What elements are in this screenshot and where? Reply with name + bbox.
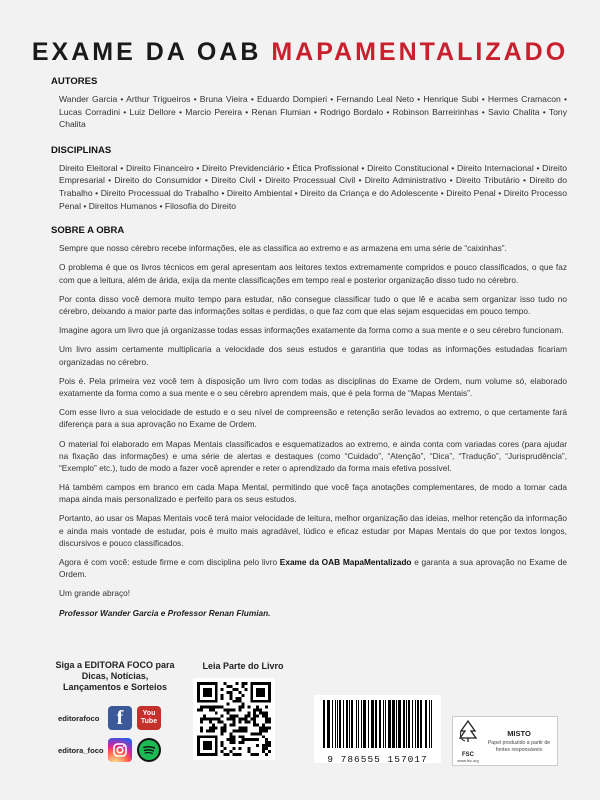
about-paragraph: Pois é. Pela primeira vez você tem à disposição um livro com todas as disciplinas do Exame de Ordem, num volume só, elaborado exatamente da forma como a sua mente e o seu cérebro aprendem mais, que é pela forma de “Mapas Mentais”.: [59, 375, 567, 398]
about-paragraph: Sempre que nosso cérebro recebe informações, ele as classifica ao extremo e as armazena em uma série de “caixinhas”.: [59, 243, 507, 254]
signature: Professor Wander Garcia e Professor Renan Flumian.: [59, 607, 271, 618]
cover-title: [0, 38, 600, 67]
fsc-logo-text: FSC: [462, 752, 474, 758]
fsc-title: MISTO: [507, 729, 531, 739]
authors-section: [51, 76, 567, 131]
youtube-icon-text-1: You: [142, 710, 156, 717]
qr-code[interactable]: [193, 678, 275, 760]
about-section: [51, 225, 567, 619]
isbn-digits: 9 786555 157017: [327, 754, 428, 765]
about-paragraph: Portanto, ao usar os Mapas Mentais você terá maior velocidade de leitura, melhor organização das ideias, melhor retenção da informação e ainda mais vontade de estudar, pois é muito mais agradável, lúdico e eficaz estudar por Mapas Mentais do que por textos longos, discursivos e pouco classificados.: [59, 513, 567, 548]
about-paragraph: Um livro assim certamente multiplicaria a velocidade dos seus estudos e garantiria que todas as informações estudadas ficariam organizadas no cérebro.: [59, 344, 567, 367]
about-paragraph: O material foi elaborado em Mapas Mentais classificados e esquematizados ao extremo, e ainda conta com variadas cores (para ajudar na fixação das informações) e uma série de alertas e destaques (como “Cuidado”, “Atenção”, “Dica”, “Tradução”, “Jurisprudência”, “Exemplo” etc.), tudo de modo a fazer você aprender e reter o aprendizado da forma mais efetiva possível.: [59, 438, 567, 473]
follow-editora-text: Siga a EDITORA FOCO para Dicas, Notícias, Lançamentos e Sorteios: [55, 660, 175, 692]
fsc-site: www.fsc.org: [457, 758, 479, 763]
title-part-2: MAPAMENTALIZADO: [271, 38, 569, 66]
about-paragraph: Por conta disso você demora muito tempo para estudar, não consegue classificar tudo o que lê e acaba sem organizar isso tudo no cérebro, deixando a maior parte das informações soltas e perdidas, o que faz com que elas sejam esquecidas em pouco tempo.: [59, 293, 567, 316]
fsc-tree-icon: [456, 719, 480, 763]
back-cover-content: [51, 76, 567, 626]
social-handle-1: editorafoco: [58, 713, 100, 723]
about-closing: Um grande abraço!: [59, 588, 131, 599]
isbn-barcode: [314, 695, 441, 763]
youtube-icon-text-2: Tube: [140, 718, 158, 725]
spotify-icon[interactable]: [137, 738, 161, 762]
about-paragraph: Há também campos em branco em cada Mapa Mental, permitindo que você faça anotações complementares, de modo a tornar cada mapa ainda mais personalizado e perfeito para os seus estudos.: [59, 482, 567, 505]
disciplines-section: [51, 145, 567, 212]
about-paragraph-cta: [59, 556, 567, 580]
cta-text-end: e garanta a sua aprovação no Exame de Ordem.: [59, 556, 568, 579]
about-paragraph: Com esse livro a sua velocidade de estudo e o seu nível de compreensão e retenção serão levados ao extremo, o que certamente fará diferença para a sua aprovação no Exame de Ordem.: [59, 407, 567, 430]
authors-list: Wander Garcia • Arthur Trigueiros • Bruna Vieira • Eduardo Dompieri • Fernando Leal Neto • Henrique Subi • Hermes Cramacon • Lucas Corradini • Luiz Dellore • Marcio Pereira • Renan Flumian • Rodrigo Bordalo • Robinson Barreirinhas • Savio Chalita • Tony Chalita: [59, 94, 567, 130]
read-excerpt-label: Leia Parte do Livro: [202, 661, 284, 671]
social-handle-2: editora_foco: [58, 745, 104, 755]
social-row-1: [58, 706, 166, 730]
facebook-icon[interactable]: f: [108, 706, 132, 730]
about-paragraph: O problema é que os livros técnicos em geral apresentam aos leitores textos extremamente compridos e pouco classificados, o que faz com que a leitura, além de árida, exija da mente classificações em tempo real e posterior organização disso tudo no cérebro.: [59, 262, 567, 285]
cta-book-title: Exame da OAB MapaMentalizado: [279, 556, 412, 567]
about-paragraph: Imagine agora um livro que já organizasse todas essas informações exatamente da forma como a sua mente e o seu cérebro funcionam.: [59, 325, 564, 336]
fsc-mixed-label: [452, 716, 558, 766]
disciplines-list: Direito Eleitoral • Direito Financeiro • Direito Previdenciário • Ética Profissional • Direito Constitucional • Direito Internacional • Direito Empresarial • Direito do Consumidor • Direito Civil • Direito Processual Civil • Direito Administrativo • Direito Tributário • Direito do Trabalho • Direito Processual do Trabalho • Direito Ambiental • Direito da Criança e do Adolescente • Direito Penal • Direito Processo Penal • Direitos Humanos • Filosofia do Direito: [59, 162, 567, 211]
title-part-1: EXAME DA OAB: [31, 38, 272, 66]
social-row-2: [58, 738, 166, 762]
fsc-subtitle: Papel produzido a partir de fontes responsáveis: [487, 740, 551, 753]
youtube-icon[interactable]: [137, 706, 161, 730]
cta-text-start: Agora é com você: estude firme e com disciplina pelo livro: [59, 556, 280, 567]
authors-heading: AUTORES: [51, 76, 98, 87]
disciplines-heading: DISCIPLINAS: [51, 144, 112, 156]
about-heading: SOBRE A OBRA: [51, 225, 125, 237]
instagram-icon[interactable]: [108, 738, 132, 762]
